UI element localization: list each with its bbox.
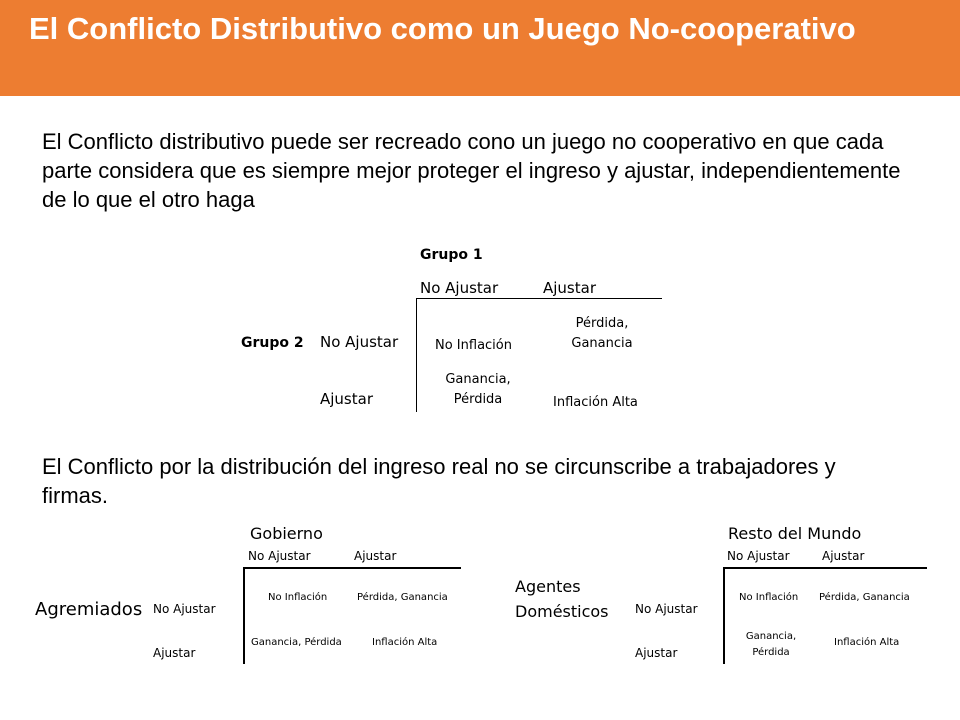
slide-title: El Conflicto Distributivo como un Juego No-cooperativo — [29, 11, 856, 46]
second-paragraph: El Conflicto por la distribución del ingreso real no se circunscribe a trabajadores y firmas. — [42, 454, 836, 508]
gov-payoff-cell-2-2: Inflación Alta — [372, 637, 438, 648]
title-bar — [0, 0, 960, 96]
world-matrix-left-rule — [723, 567, 725, 664]
col-player-label: Grupo 1 — [420, 247, 483, 263]
payoff-cell-2-2: Inflación Alta — [553, 395, 638, 410]
row-option-no-ajustar: No Ajustar — [320, 333, 399, 351]
gov-row-option-ajustar: Ajustar — [153, 646, 196, 660]
world-col-player-label: Resto del Mundo — [728, 524, 862, 543]
gov-row-option-no-ajustar: No Ajustar — [153, 602, 216, 616]
gov-col-player-label: Gobierno — [250, 524, 323, 543]
gov-payoff-cell-1-2: Pérdida, Ganancia — [357, 592, 448, 603]
world-payoff-cell-1-1: No Inflación — [739, 592, 799, 603]
gov-matrix-left-rule — [243, 567, 245, 664]
payoff-cell-1-1: No Inflación — [435, 338, 512, 353]
gov-col-option-ajustar: Ajustar — [354, 549, 397, 563]
gov-matrix-top-rule — [243, 567, 461, 569]
world-col-option-ajustar: Ajustar — [822, 549, 865, 563]
row-player-label: Grupo 2 — [241, 335, 304, 351]
world-payoff-cell-1-2: Pérdida, Ganancia — [819, 592, 910, 603]
col-option-ajustar: Ajustar — [543, 279, 596, 297]
world-matrix-top-rule — [723, 567, 927, 569]
matrix-left-rule — [416, 298, 417, 412]
gov-payoff-cell-1-1: No Inflación — [268, 592, 328, 603]
gov-col-option-no-ajustar: No Ajustar — [248, 549, 311, 563]
matrix-top-rule — [416, 298, 662, 299]
row-option-ajustar: Ajustar — [320, 390, 373, 408]
world-payoff-cell-2-2: Inflación Alta — [834, 637, 900, 648]
world-col-option-no-ajustar: No Ajustar — [727, 549, 790, 563]
world-payoff-cell-2-1: Ganancia, Pérdida — [745, 631, 797, 658]
payoff-cell-2-1: Ganancia, Pérdida — [445, 372, 511, 407]
intro-paragraph: El Conflicto distributivo puede ser recreado cono un juego no cooperativo en que cada parte considera que es siempre mejor proteger el ingreso y ajustar, independientemente de lo que el otro haga — [42, 129, 901, 212]
gov-payoff-cell-2-1: Ganancia, Pérdida — [251, 637, 342, 648]
gov-row-player-label: Agremiados — [35, 599, 143, 620]
payoff-cell-1-2: Pérdida, Ganancia — [571, 316, 633, 351]
world-row-option-ajustar: Ajustar — [635, 646, 678, 660]
col-option-no-ajustar: No Ajustar — [420, 279, 499, 297]
world-row-option-no-ajustar: No Ajustar — [635, 602, 698, 616]
world-row-player-label: Agentes Domésticos — [515, 577, 609, 621]
